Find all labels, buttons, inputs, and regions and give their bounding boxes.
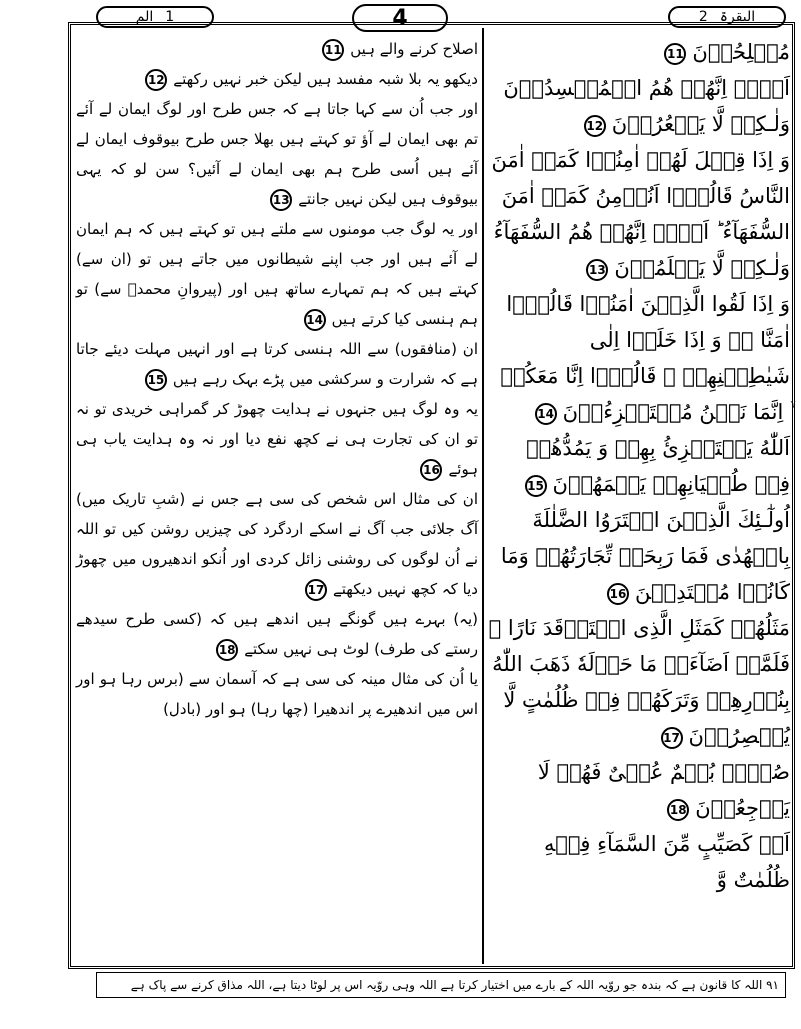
- verse-text: وَ اِذَا لَقُوا الَّذِيۡنَ اٰمَنُوۡا قَالُوۡۤا اٰمَنَّا ۖۚ وَ اِذَا خَلَوۡا اِلٰى شَيٰطِيۡنِهِمۡ ۙ قَالُوۡۤا اِنَّا مَعَكُمۡ ۙ اِنَّمَا نَحۡنُ مُسۡتَهۡزِءُوۡنَ: [500, 292, 790, 424]
- surah-name: البقرۃ: [719, 9, 756, 25]
- translation-number-15: 15: [145, 369, 167, 391]
- verse-17: [488, 610, 790, 754]
- verse-text: اَلَاۤ اِنَّهُمۡ هُمُ الۡمُفۡسِدُوۡنَ وَلٰـكِنۡ لَّا يَشۡعُرُوۡنَ: [503, 76, 790, 136]
- verse-number-12: 12: [584, 115, 606, 137]
- verse-text: مَثَلُهُمۡ كَمَثَلِ الَّذِى اسۡتَوۡقَدَ نَارًا ۚ فَلَمَّاۤ اَضَآءَتۡ مَا حَوۡلَهٗ ذَهَبَ اللّٰهُ بِنُوۡرِهِمۡ وَتَرَكَهُمۡ فِىۡ ظُلُمٰتٍ لَّا يُبۡصِرُوۡنَ: [488, 616, 790, 748]
- verse-text: وَ اِذَا قِيۡلَ لَهُمۡ اٰمِنُوۡا كَمَاۤ اٰمَنَ النَّاسُ قَالُوۡۤا اَنُؤۡمِنُ كَمَاۤ اٰمَنَ السُّفَهَآءُ ؕ اَلَاۤ اِنَّهُمۡ هُمُ السُّفَهَآءُ وَلٰـكِنۡ لَّا يَعۡلَمُوۡنَ: [491, 148, 790, 280]
- translation-number-13: 13: [270, 189, 292, 211]
- verse-16: [488, 502, 790, 610]
- verse-text: اَوۡ كَصَيِّبٍ مِّنَ السَّمَآءِ فِيۡهِ ظُلُمٰتٌ وَّ: [543, 832, 790, 892]
- footnote: ۹۱ اللہ کا قانون ہے کہ بندہ جو روّیہ اللہ کے بارے میں اختیار کرتا ہے اللہ وہی روّیہ اس پر لوٹا دیتا ہے، اللہ مذاق کرنے سے پاک ہے: [96, 972, 786, 998]
- verse-text: اَللّٰهُ يَسۡتَهۡزِئُ بِهِمۡ وَ يَمُدُّهُمۡ فِىۡ طُغۡيَانِهِمۡ يَعۡمَهُوۡنَ: [526, 436, 790, 496]
- translation-text: یا اُن کی مثال مینہ کی سی ہے کہ آسمان سے (برس رہا ہو اور اس میں اندھیرے پر اندھیرا (چھا رہا) ہو اور (بادل): [76, 670, 478, 718]
- verse-number-17: 17: [661, 727, 683, 749]
- translation-text: ان (منافقوں) سے اللہ ہنسی کرتا ہے اور انہیں مہلت دیئے جاتا ہے کہ شرارت و سرکشی میں پڑے بہک رہے ہیں: [76, 340, 478, 388]
- translation-text: یہ وہ لوگ ہیں جنہوں نے ہدایت چھوڑ کر گمراہی خریدی تو نہ تو ان کی تجارت ہی نے کچھ نفع دیا اور نہ وہ ہدایت یاب ہی ہوئے: [76, 400, 478, 478]
- translation-14: [76, 214, 478, 334]
- verse-text: اُولٰٓـئِكَ الَّذِيۡنَ اشۡتَرَوُا الضَّلٰلَةَ بِالۡهُدٰى فَمَا رَبِحَتۡ تِّجَارَتُهُمۡ وَمَا كَانُوۡا مُهۡتَدِيۡنَ: [500, 508, 790, 604]
- translation-text: اور یہ لوگ جب مومنوں سے ملتے ہیں تو کہتے ہیں کہ ہم ایمان لے آئے ہیں اور جب اپنے شیطانوں میں جاتے ہیں تو (ان سے) کہتے ہیں کہ ہم تمہارے ساتھ ہیں اور (پیروانِ محمدؐ سے) تو ہم ہنسی کیا کرتے ہیں: [76, 220, 478, 328]
- translation-15: [76, 334, 478, 394]
- translation-number-11: 11: [322, 39, 344, 61]
- translation-17: [76, 484, 478, 604]
- translation-19-partial: [76, 664, 478, 724]
- verse-18: [488, 754, 790, 826]
- translation-text: اصلاح کرنے والے ہیں: [350, 40, 478, 58]
- verse-number-14: 14: [535, 403, 557, 425]
- verse-text: مُصۡلِحُوۡنَ: [692, 40, 790, 64]
- translation-text: (یہ) بہرے ہیں گونگے ہیں اندھے ہیں کہ (کسی طرح سیدھے رستے کی طرف) لوٹ ہی نہیں سکتے: [76, 610, 478, 658]
- arabic-column: [488, 34, 790, 898]
- verse-text: صُمٌّۢ بُكۡمٌ عُمۡىٌ فَهُمۡ لَا يَرۡجِعُوۡنَ: [537, 760, 790, 820]
- translation-13: [76, 94, 478, 214]
- translation-text: ان کی مثال اس شخص کی سی ہے جس نے (شبِ تاریک میں) آگ جلائی جب آگ نے اسکے اردگرد کی چیزیں روشن کیں تو اللہ نے اُن لوگوں کی روشنی زائل کردی اور اُنکو اندھیروں میں چھوڑ دیا کہ کچھ نہیں دیکھتے: [76, 490, 478, 598]
- juz-number: 1: [165, 9, 175, 25]
- surah-number: 2: [698, 9, 708, 25]
- translation-number-17: 17: [305, 579, 327, 601]
- urdu-column: [76, 34, 478, 724]
- translation-12: [76, 64, 478, 94]
- translation-text: اور جب اُن سے کہا جاتا ہے کہ جس طرح اور لوگ ایمان لے آئے تم بھی ایمان لے آؤ تو کہتے ہیں بھلا جس طرح بیوقوف ایمان لے آئے ہیں اُسی طرح ہم بھی ایمان لے آئیں؟ سن لو کہ یہی بیوقوف ہیں لیکن نہیں جانتے: [76, 100, 478, 208]
- verse-number-11: 11: [664, 43, 686, 65]
- verse-15: [488, 430, 790, 502]
- translation-number-12: 12: [145, 69, 167, 91]
- translation-number-18: 18: [216, 639, 238, 661]
- verse-number-18: 18: [667, 799, 689, 821]
- verse-12: [488, 70, 790, 142]
- translation-16: [76, 394, 478, 484]
- verse-number-13: 13: [586, 259, 608, 281]
- verse-11: [488, 34, 790, 70]
- translation-18: [76, 604, 478, 664]
- verse-19-partial: [488, 826, 790, 898]
- translation-text: دیکھو یہ بلا شبہ مفسد ہیں لیکن خبر نہیں رکھتے: [173, 70, 478, 88]
- translation-number-14: 14: [304, 309, 326, 331]
- translation-11: [76, 34, 478, 64]
- verse-number-15: 15: [525, 475, 547, 497]
- column-divider: [482, 28, 484, 964]
- verse-14: [488, 286, 790, 430]
- verse-13: [488, 142, 790, 286]
- juz-name: الم: [135, 9, 154, 25]
- page-number: 4: [352, 4, 448, 32]
- translation-number-16: 16: [420, 459, 442, 481]
- verse-number-16: 16: [607, 583, 629, 605]
